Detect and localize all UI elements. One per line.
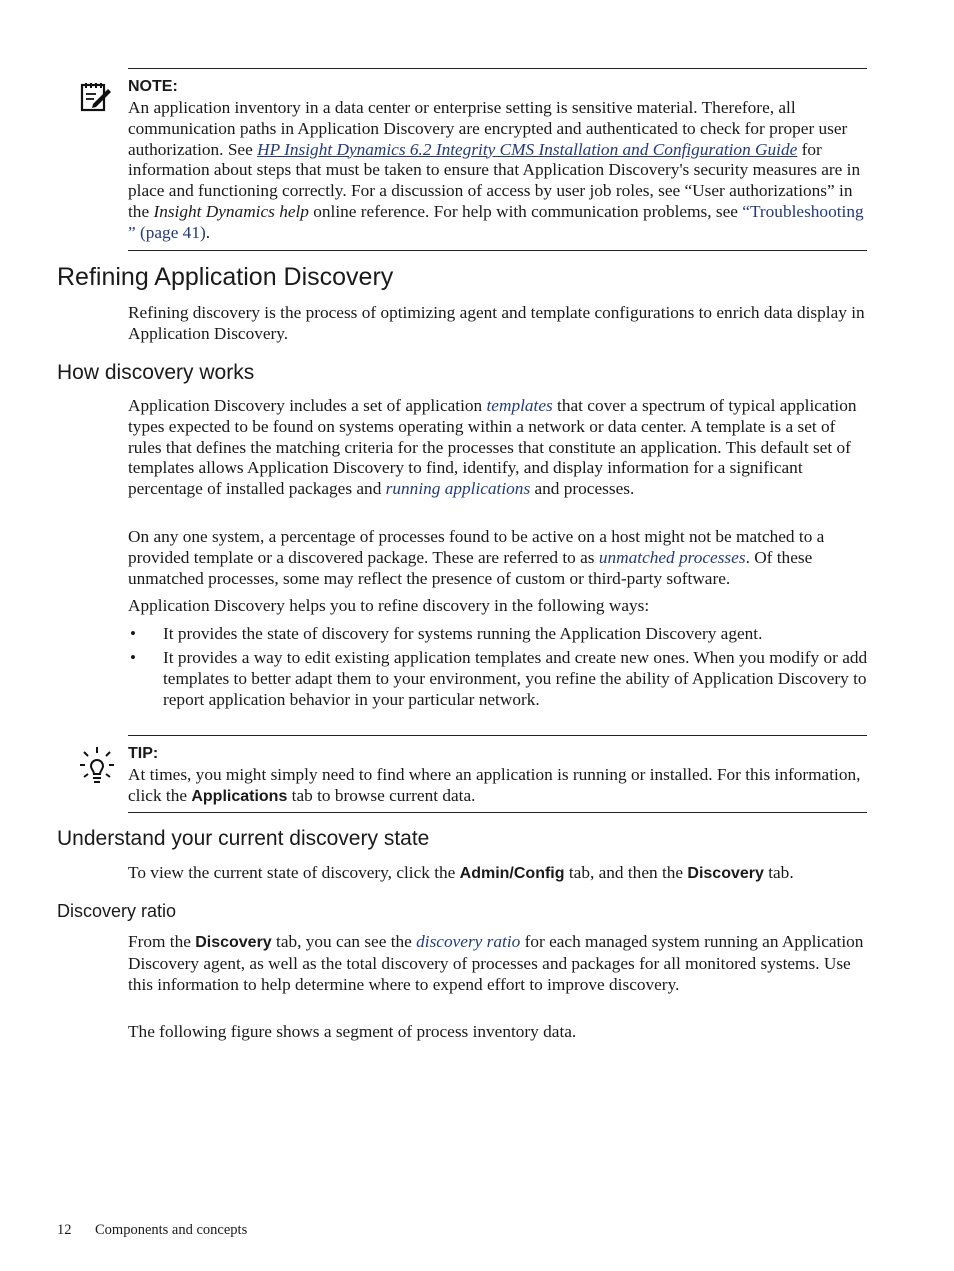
- guide-link[interactable]: HP Insight Dynamics 6.2 Integrity CMS Installation and Configuration Guide: [257, 139, 798, 159]
- lightbulb-icon: [79, 746, 115, 786]
- tip-text: At times, you might simply need to find where an application is running or installed. For this information, click the Applications tab to browse current data.: [128, 765, 861, 805]
- note-top-rule: [128, 68, 867, 69]
- refining-heading: Refining Application Discovery: [57, 263, 394, 291]
- bullet-2-glyph: •: [130, 648, 136, 667]
- bullet-1-text: It provides the state of discovery for systems running the Application Discovery agent.: [163, 624, 763, 643]
- tip-top-rule: [128, 735, 867, 736]
- ratio-paragraph-2: The following figure shows a segment of process inventory data.: [128, 1022, 577, 1041]
- page-number: 12: [57, 1222, 72, 1238]
- note-text: An application inventory in a data center or enterprise setting is sensitive material. Therefore, all communication paths in Application Discovery are encrypted and authenticated to check for proper user authorization. See HP Insight Dynamics 6.2 Integrity CMS Installation and Configuration Guide for information about steps that must be taken to ensure that Application Discovery's security measures are in place and functioning correctly. For a discussion of access by user job roles, see “User authorizations” in the Insight Dynamics help online reference. For help with communication problems, see “Troubleshooting ” (page 41).: [128, 98, 864, 242]
- help-reference: Insight Dynamics help: [153, 201, 309, 221]
- unmatched-processes-term[interactable]: unmatched processes: [598, 547, 746, 567]
- discovery-tab-ref-2: Discovery: [195, 934, 272, 951]
- understand-text: To view the current state of discovery, click the Admin/Config tab, and then the Discovery tab.: [128, 863, 794, 882]
- how-heading: How discovery works: [57, 361, 255, 384]
- understand-heading: Understand your current discovery state: [57, 827, 430, 850]
- applications-tab-ref: Applications: [191, 787, 288, 805]
- footer-section: Components and concepts: [95, 1222, 248, 1238]
- bullet-1-glyph: •: [130, 624, 136, 643]
- ratio-heading: Discovery ratio: [57, 901, 177, 921]
- running-applications-term[interactable]: running applications: [385, 479, 531, 499]
- admin-config-tab-ref: Admin/Config: [459, 865, 565, 882]
- note-pencil-icon: [80, 80, 112, 112]
- how-paragraph-1: Application Discovery includes a set of application templates that cover a spectrum of typical application types expected to be found on systems operating within a network or data center. A template is a set of rules that defines the matching criteria for the processes that constitute an application. This default set of templates allows Application Discovery to find, identify, and display information for a significant percentage of installed packages and running applications and processes.: [128, 396, 857, 499]
- ratio-paragraph-1: From the Discovery tab, you can see the discovery ratio for each managed system running an Application Discovery agent, as well as the total discovery of processes and packages for all monitored systems. Use this information to help determine where to expend effort to improve discovery.: [128, 932, 864, 994]
- tip-bottom-rule: [128, 812, 867, 813]
- how-paragraph-2: On any one system, a percentage of processes found to be active on a host might not be matched to a provided template or a discovered package. These are referred to as unmatched processes. Of these unmatched processes, some may reflect the presence of custom or third-party software.: [128, 527, 825, 588]
- discovery-ratio-term[interactable]: discovery ratio: [416, 932, 521, 951]
- refining-text: Refining discovery is the process of optimizing agent and template configurations to enrich data display in Application Discovery.: [128, 303, 865, 343]
- note-bottom-rule: [128, 250, 867, 251]
- bullet-2-text: It provides a way to edit existing application templates and create new ones. When you modify or add templates to better adapt them to your environment, you refine the ability of Application Discovery to report application behavior in your particular network.: [163, 648, 868, 709]
- note-label: NOTE:: [128, 78, 178, 95]
- troubleshooting-link[interactable]: “Troubleshooting ” (page 41): [128, 201, 864, 242]
- discovery-tab-ref: Discovery: [687, 865, 764, 882]
- tip-label: TIP:: [128, 745, 159, 762]
- how-paragraph-3: Application Discovery helps you to refine discovery in the following ways:: [128, 596, 650, 615]
- templates-term[interactable]: templates: [486, 396, 553, 415]
